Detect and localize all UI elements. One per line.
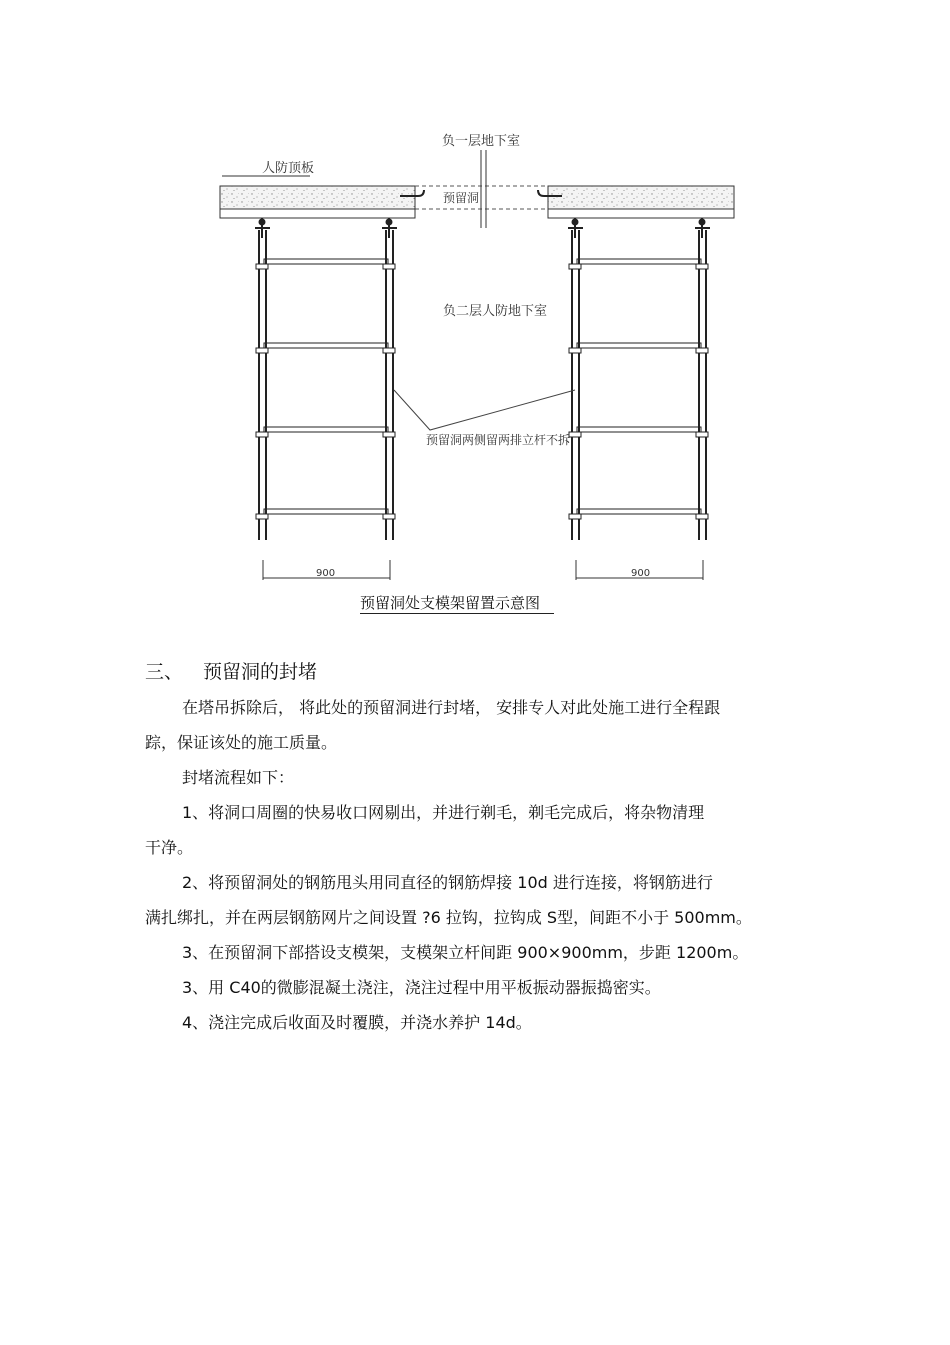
- scaffold-left: [255, 218, 397, 540]
- label-floor-above: 负一层地下室: [442, 134, 521, 149]
- formwork-board-left: [220, 209, 415, 218]
- scaffold-right: [568, 218, 710, 540]
- section-number: 三、: [145, 661, 184, 683]
- paragraph-line: 干净。: [145, 838, 194, 857]
- paragraph-line: 1、将洞口周圈的快易收口网剔出，并进行剃毛，剃毛完成后，将杂物清理: [182, 803, 705, 822]
- reserved-hole: [415, 150, 548, 228]
- label-hole: 预留洞: [443, 191, 480, 205]
- section-title: 预留洞的封堵: [203, 661, 318, 683]
- paragraph-line: 4、浇注完成后收面及时覆膜，并浇水养护 14d。: [182, 1013, 532, 1032]
- label-floor-below: 负二层人防地下室: [443, 304, 548, 319]
- paragraph-line: 封堵流程如下：: [182, 768, 295, 787]
- label-dim-left: 900: [316, 568, 336, 579]
- paragraph-line: 3、在预留洞下部搭设支模架，支模架立杆间距 900×900mm，步距 1200m。: [182, 943, 749, 962]
- figure-caption: 预留洞处支模架留置示意图: [360, 593, 554, 614]
- label-note: 预留洞两侧留两排立杆不拆: [426, 433, 571, 447]
- paragraph-line: 2、将预留洞处的钢筋甩头用同直径的钢筋焊接 10d 进行连接，将钢筋进行: [182, 873, 713, 892]
- roof-slab-left: [220, 186, 415, 209]
- label-dim-right: 900: [631, 568, 651, 579]
- label-slab: 人防顶板: [262, 161, 315, 176]
- formwork-diagram: [0, 0, 950, 620]
- paragraph-line: 3、用 C40的微膨混凝土浇注，浇注过程中用平板振动器振捣密实。: [182, 978, 661, 997]
- note-leader: [394, 390, 575, 430]
- formwork-board-right: [548, 209, 734, 218]
- roof-slab-right: [548, 186, 734, 209]
- section-heading: [145, 657, 317, 684]
- paragraph-line: 在塔吊拆除后， 将此处的预留洞进行封堵， 安排专人对此处施工进行全程跟: [182, 698, 721, 717]
- paragraph-line: 满扎绑扎，并在两层钢筋网片之间设置 ?6 拉钩，拉钩成 S型，间距不小于 500mm。: [145, 908, 752, 927]
- paragraph-line: 踪，保证该处的施工质量。: [145, 733, 338, 752]
